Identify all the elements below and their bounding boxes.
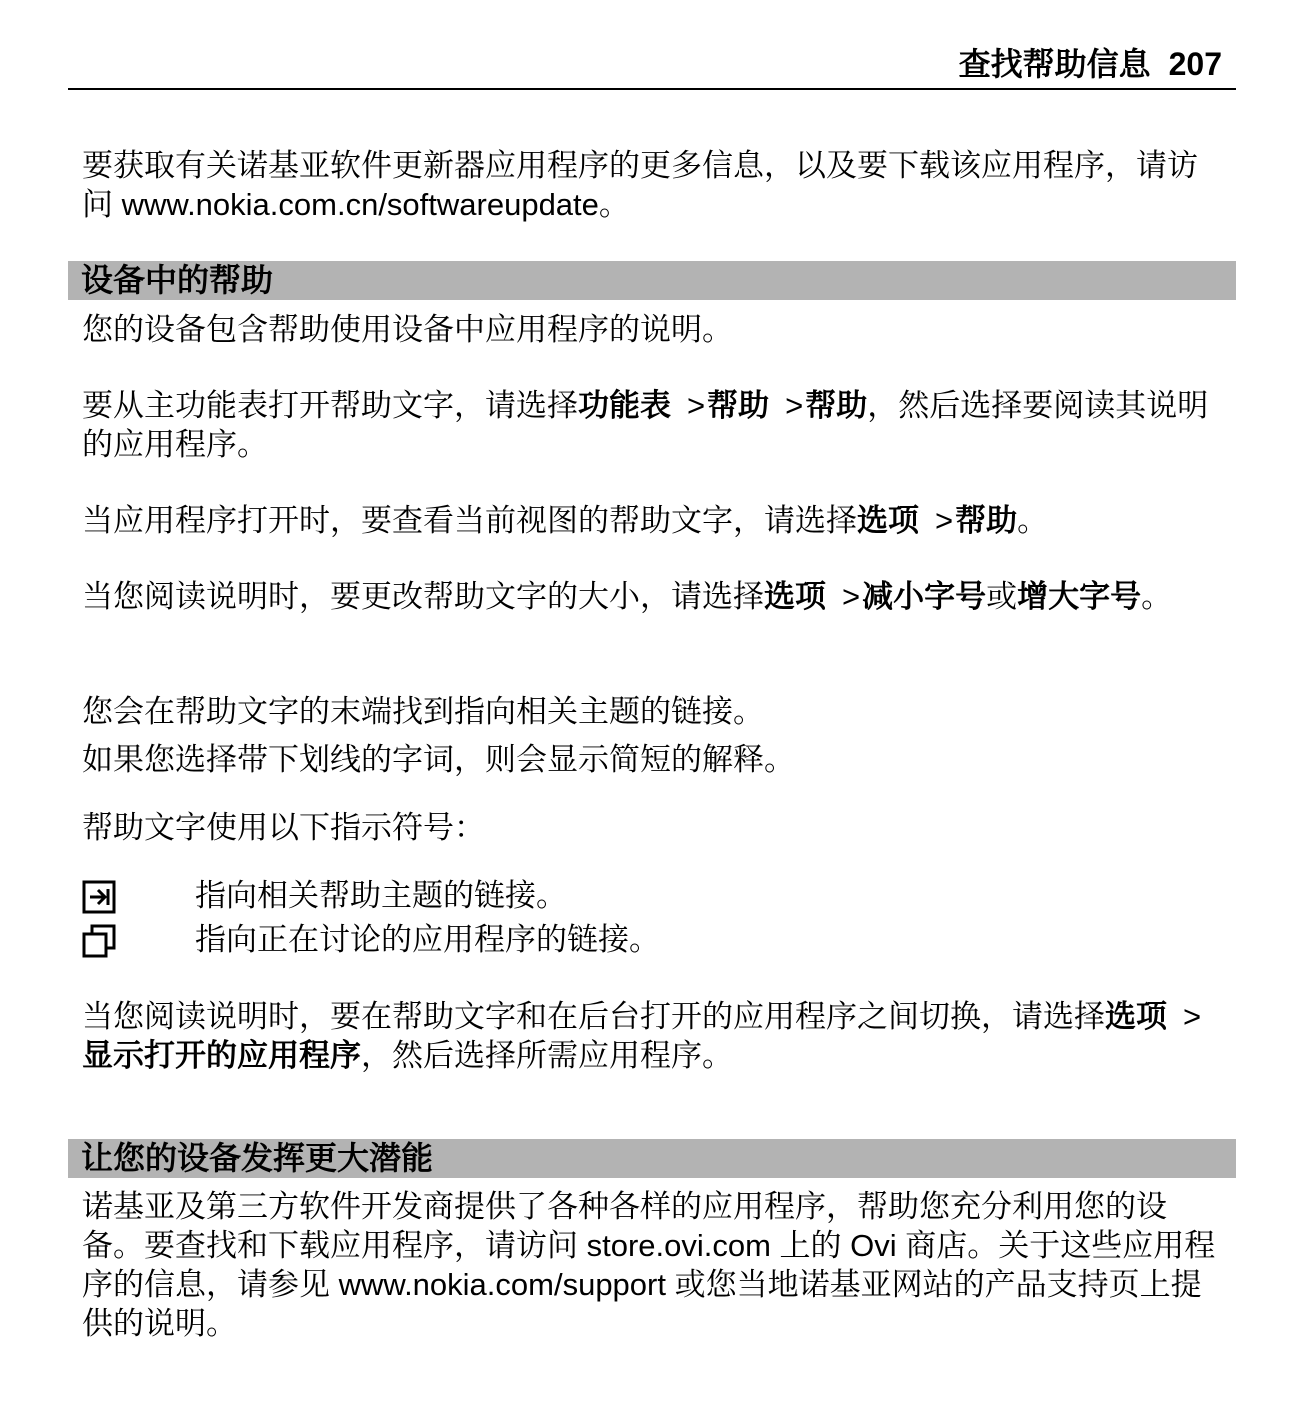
menu-term: 功能表 <box>578 388 671 423</box>
text-segment: ，然后选择所需应用程序。 <box>361 1038 733 1073</box>
menu-term: 选项 <box>1105 999 1167 1034</box>
menu-term: 选项 <box>857 503 919 538</box>
section-heading-bar <box>68 261 1236 300</box>
text-segment: 或 <box>986 579 1018 614</box>
text-segment: 当您阅读说明时，要在帮助文字和在后台打开的应用程序之间切换，请选择 <box>82 999 1105 1034</box>
paragraph-open-help <box>82 386 1227 464</box>
section-heading: 让您的设备发挥更大潜能 <box>81 1140 434 1176</box>
page-header <box>68 44 1236 90</box>
paragraph-underline: 如果您选择带下划线的字词，则会显示简短的解释。 <box>82 742 795 777</box>
menu-term: 选项 <box>764 579 826 614</box>
header-title-group <box>959 46 1222 82</box>
paragraph-switch-apps <box>82 997 1227 1075</box>
text-segment: 要从主功能表打开帮助文字，请选择 <box>82 388 578 423</box>
link-arrow-icon <box>82 880 116 914</box>
menu-term: 增大字号 <box>1017 579 1142 614</box>
app-windows-icon <box>82 924 116 960</box>
menu-separator: > <box>687 388 706 423</box>
paragraph-ovi-store: 诺基亚及第三方软件开发商提供了各种各样的应用程序，帮助您充分利用您的设备。要查找和下载应用程序，请访问 store.ovi.com 上的 Ovi 商店。关于这些应用程序的信息，请参见 www.nokia.com/support 或您当地诺基亚网站的产品支持页上提供的说明。 <box>82 1189 1216 1341</box>
paragraph-indicators: 帮助文字使用以下指示符号： <box>82 810 485 845</box>
menu-term: 帮助 <box>805 388 868 423</box>
menu-separator: > <box>1183 999 1202 1034</box>
paragraph-view-help <box>82 501 1227 540</box>
menu-term: 显示打开的应用程序 <box>82 1038 361 1073</box>
intro-paragraph: 要获取有关诺基亚软件更新器应用程序的更多信息，以及要下载该应用程序，请访问 www.nokia.com.cn/softwareupdate。 <box>82 148 1198 222</box>
text-segment: 当应用程序打开时，要查看当前视图的帮助文字，请选择 <box>82 503 857 538</box>
indicator-row <box>82 920 1227 960</box>
indicator-row <box>82 876 1227 916</box>
section-heading: 设备中的帮助 <box>81 262 274 298</box>
paragraph-font-size <box>82 577 1227 616</box>
paragraph-links: 您会在帮助文字的末端找到指向相关主题的链接。 <box>82 694 764 729</box>
text-segment: 。 <box>1017 503 1049 538</box>
menu-separator: > <box>842 579 861 614</box>
text-segment: 。 <box>1141 579 1173 614</box>
indicator-description: 指向正在讨论的应用程序的链接。 <box>195 922 660 957</box>
text-segment: ，然后选择要阅读其说明的应用程序。 <box>82 388 1209 462</box>
header-title: 查找帮助信息 <box>958 46 1151 82</box>
indicator-description: 指向相关帮助主题的链接。 <box>195 878 567 913</box>
page-number: 207 <box>1168 46 1222 82</box>
paragraph-help-intro: 您的设备包含帮助使用设备中应用程序的说明。 <box>82 312 733 347</box>
menu-term: 帮助 <box>955 503 1018 538</box>
menu-separator: > <box>785 388 804 423</box>
section-heading-bar <box>68 1139 1236 1178</box>
text-segment: 当您阅读说明时，要更改帮助文字的大小，请选择 <box>82 579 764 614</box>
menu-term: 帮助 <box>707 388 770 423</box>
menu-term: 减小字号 <box>862 579 987 614</box>
menu-separator: > <box>935 503 954 538</box>
